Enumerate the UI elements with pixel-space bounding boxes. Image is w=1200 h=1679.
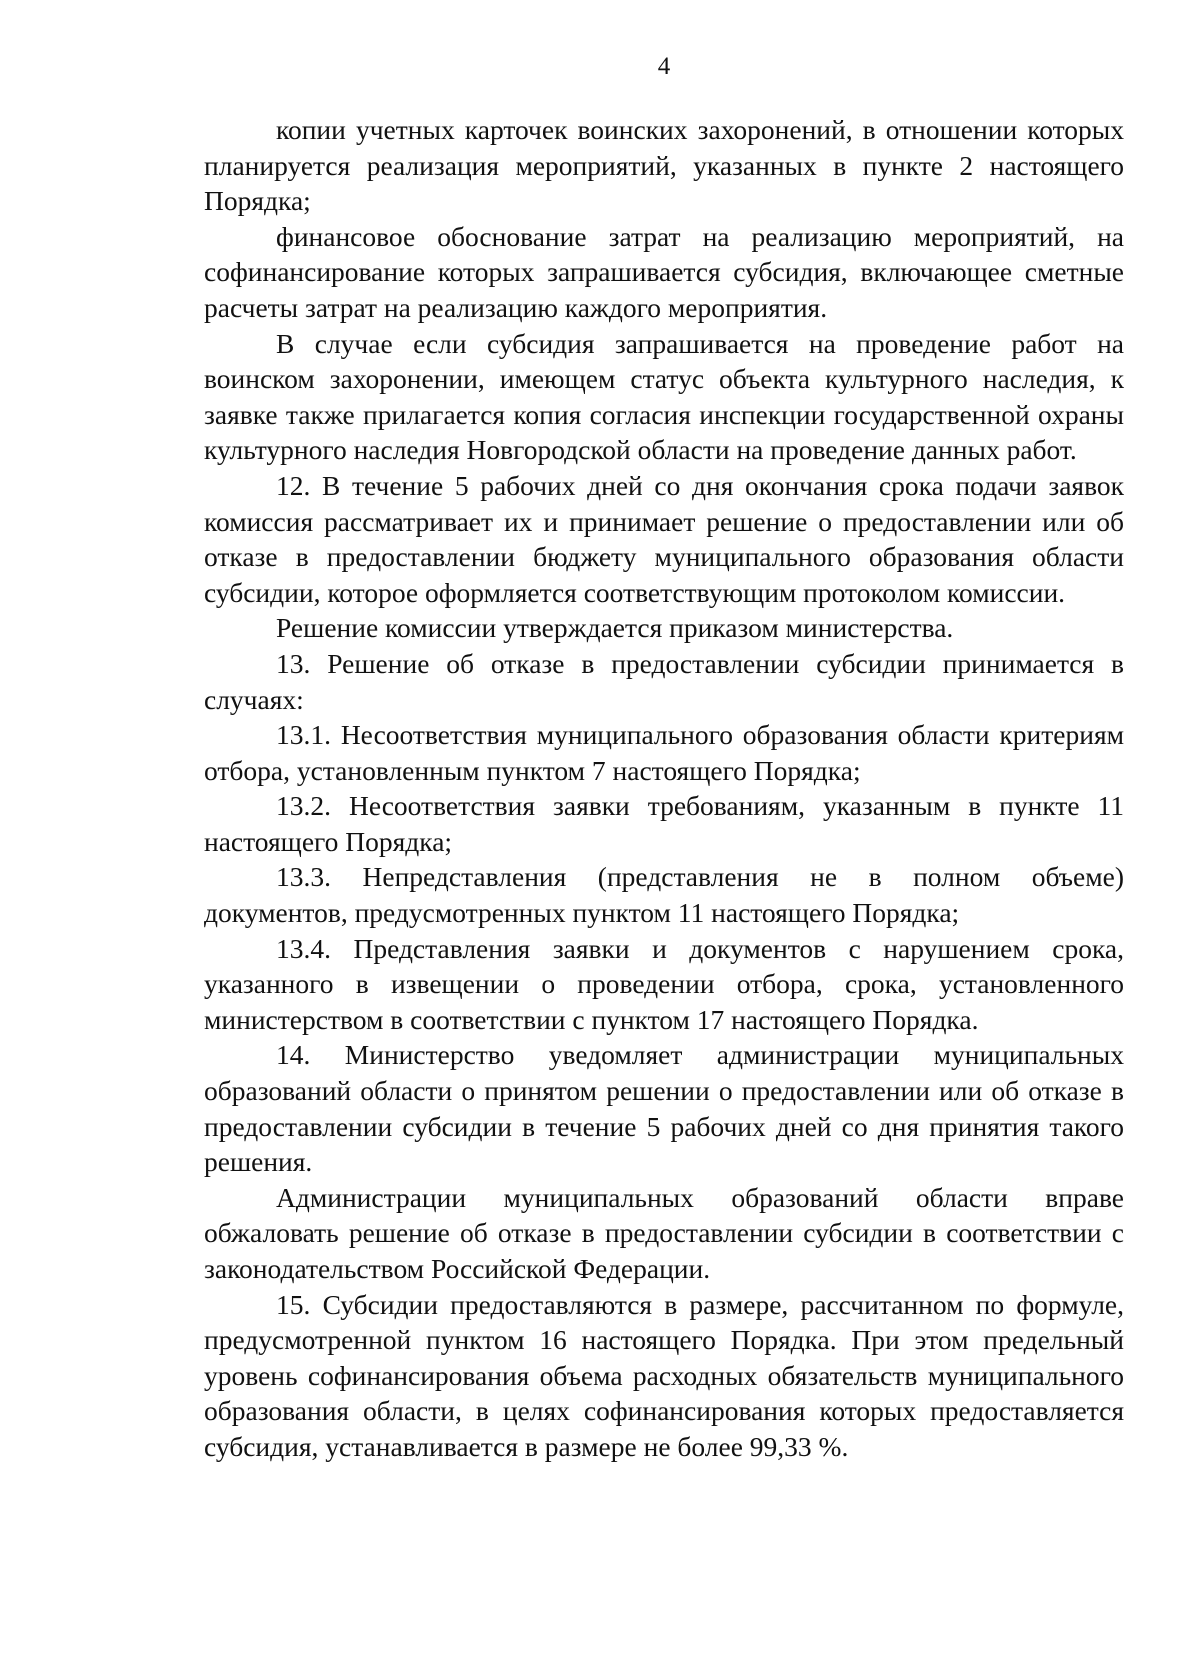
paragraph-item-13-4: 13.4. Представления заявки и документов с нарушением срока, указанного в извещении о проведении отбора, срока, установленного министерством в соответствии с пунктом 17 настоящего Порядка. — [204, 932, 1124, 1035]
paragraph-item-14: 14. Министерство уведомляет администрации муниципальных образований области о принятом решении о предоставлении или об отказе в предоставлении субсидии в течение 5 рабочих дней со дня принятия такого решения. — [204, 1039, 1124, 1178]
paragraph-cultural-heritage: В случае если субсидия запрашивается на проведение работ на воинском захоронении, имеющем статус объекта культурного наследия, к заявке также прилагается копия согласия инспекции государственной охраны культурного наследия Новгородской области на проведение данных работ. — [204, 327, 1124, 466]
paragraph-item-13-1: 13.1. Несоответствия муниципального образования области критериям отбора, установленным пунктом 7 настоящего Порядка; — [204, 719, 1124, 786]
document-body — [204, 112, 1124, 1465]
paragraph-commission-decision: Решение комиссии утверждается приказом министерства. — [276, 612, 954, 644]
paragraph-item-13-2: 13.2. Несоответствия заявки требованиям, указанным в пункте 11 настоящего Порядка; — [204, 790, 1124, 857]
paragraph-item-12: 12. В течение 5 рабочих дней со дня окончания срока подачи заявок комиссия рассматривает их и принимает решение о предоставлении или об отказе в предоставлении бюджету муниципального образования области субсидии, которое оформляется соответствующим протоколом комиссии. — [204, 469, 1124, 608]
page-number: 4 — [657, 53, 671, 80]
paragraph-account-cards: копии учетных карточек воинских захоронений, в отношении которых планируется реализация мероприятий, указанных в пункте 2 настоящего Порядка; — [204, 114, 1124, 217]
paragraph-item-15: 15. Субсидии предоставляются в размере, рассчитанном по формуле, предусмотренной пунктом 16 настоящего Порядка. При этом предельный уровень софинансирования объема расходных обязательств муниципального образования области, в целях софинансирования которых предоставляется субсидия, устанавливается в размере не более 99,33 %. — [204, 1288, 1124, 1462]
paragraph-item-13: 13. Решение об отказе в предоставлении субсидии принимается в случаях: — [204, 647, 1124, 715]
paragraph-appeal: Администрации муниципальных образований области вправе обжаловать решение об отказе в предоставлении субсидии в соответствии с законодательством Российской Федерации. — [204, 1181, 1124, 1284]
paragraph-item-13-3: 13.3. Непредставления (представления не в полном объеме) документов, предусмотренных пунктом 11 настоящего Порядка; — [204, 861, 1124, 929]
paragraph-financial-justification: финансовое обоснование затрат на реализацию мероприятий, на софинансирование которых запрашивается субсидия, включающее сметные расчеты затрат на реализацию каждого мероприятия. — [204, 220, 1124, 323]
